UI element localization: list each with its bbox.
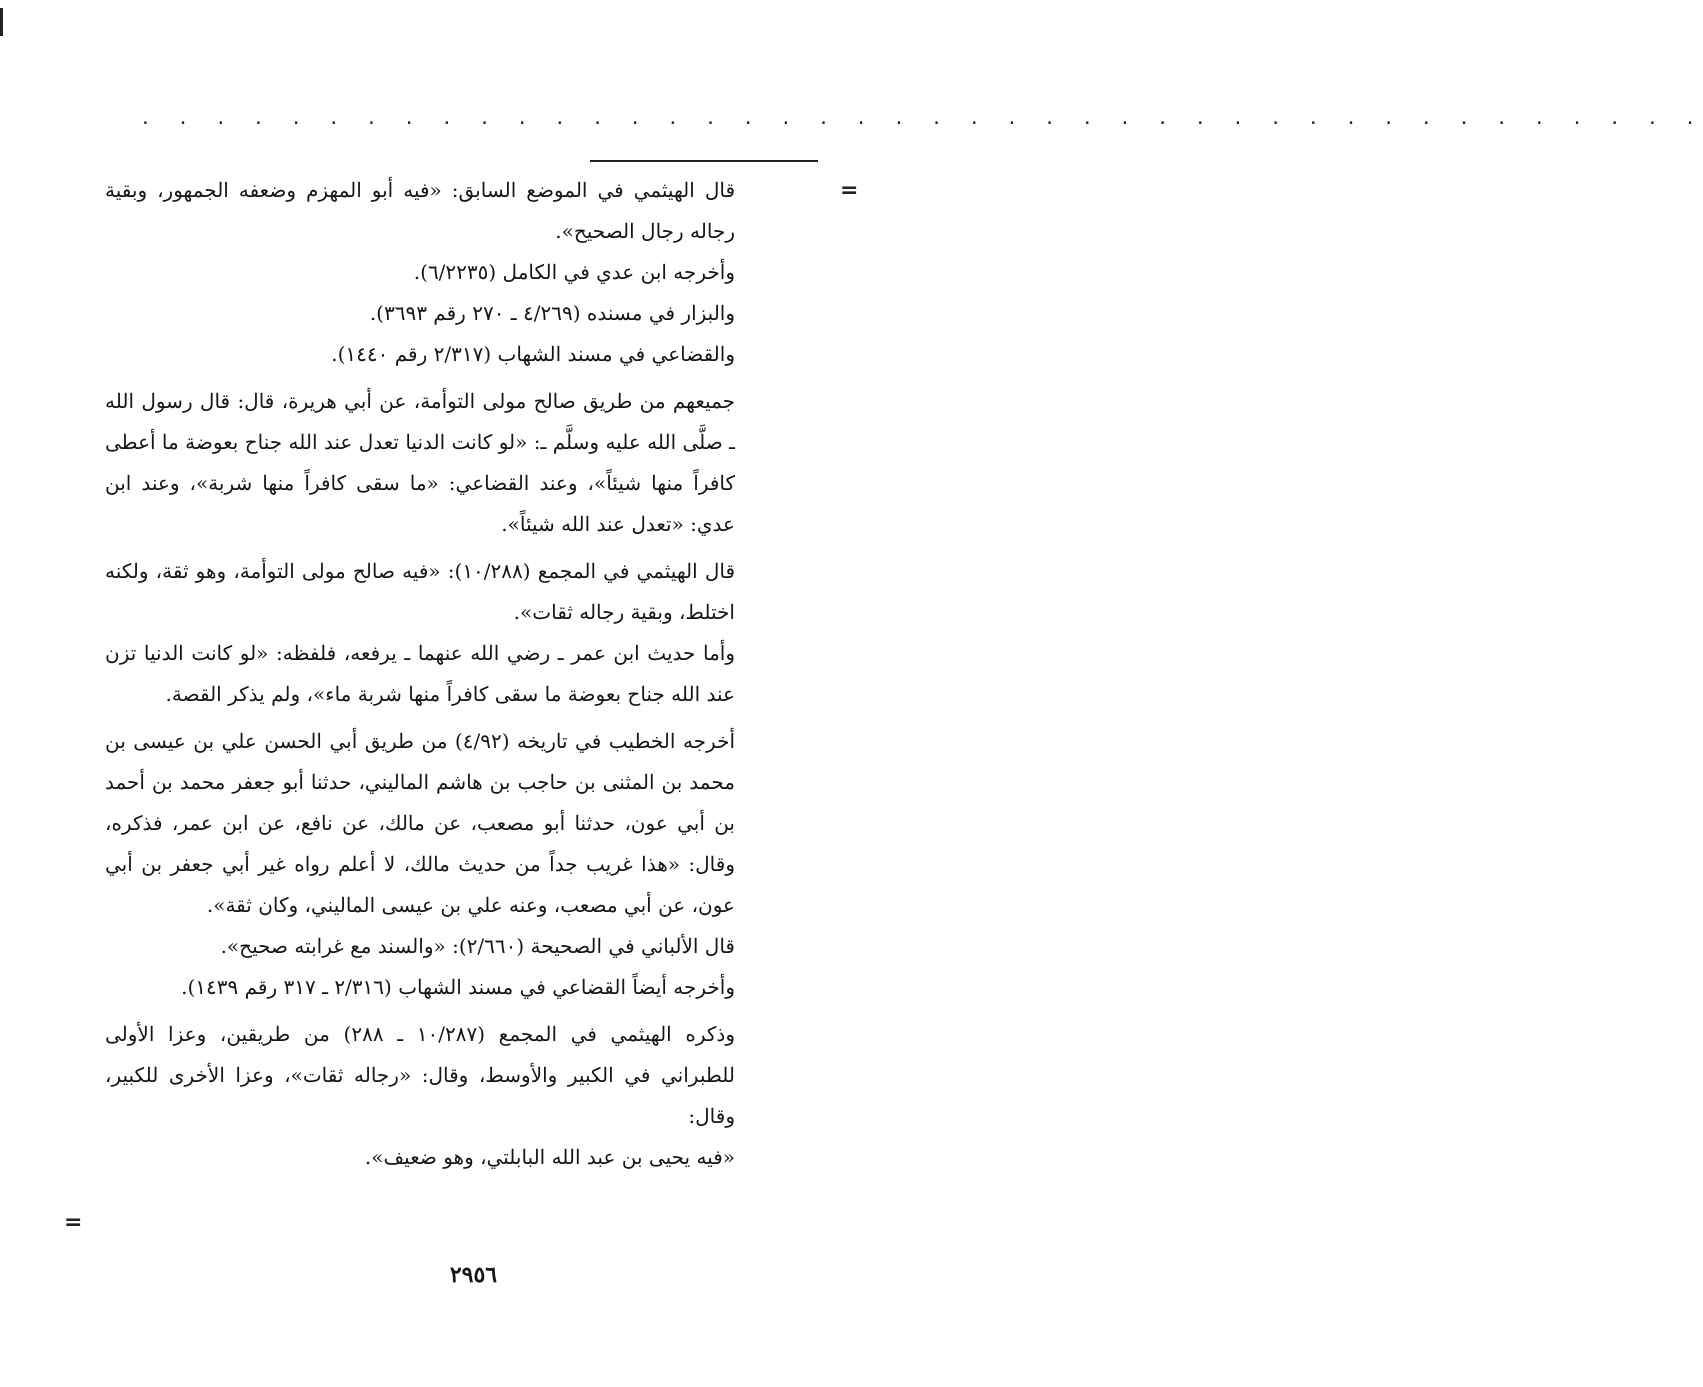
paragraph-qudai: والقضاعي في مسند الشهاب (٢/٣١٧ رقم ١٤٤٠). <box>331 342 735 366</box>
paragraph-all-chains: جميعهم من طريق صالح مولى التوأمة، عن أبي هريرة، قال: قال رسول الله ـ صلَّى الله عليه وسلَّم ـ: «لو كانت الدنيا تعدل عند الله جناح بعوضة ما أعطى كافراً منها شيئاً»، وعند القضاعي: «ما سقى كافراً منها شربة»، وعند ابن عدي: «تعدل عند الله شيئاً». <box>105 389 735 536</box>
continuation-mark-top: = <box>840 178 859 203</box>
page-number: ٢٩٥٦ <box>449 1262 498 1288</box>
paragraph-majma-quote: قال الهيثمي في المجمع (١٠/٢٨٨): «فيه صالح مولى التوأمة، وهو ثقة، ولكنه اختلط، وبقية رجاله ثقات». <box>105 559 736 624</box>
paragraph-ibn-adi: وأخرجه ابن عدي في الكامل (٦/٢٢٣٥). <box>413 260 735 284</box>
paragraph-haythami-two-chains: وذكره الهيثمي في المجمع (١٠/٢٨٧ ـ ٢٨٨) من طريقين، وعزا الأولى للطبراني في الكبير والأوسط، وقال: «رجاله ثقات»، وعزا الأخرى للكبير، وقال: <box>105 1022 735 1128</box>
footnote-rule <box>590 160 818 162</box>
dot-leader: . . . . . . . . . . . . . . . . . . . . . . . . . . . . . . . . . . . . . . . . . . <box>140 108 1703 129</box>
paragraph-babilti: «فيه يحيى بن عبد الله البابلتي، وهو ضعيف». <box>364 1145 735 1169</box>
paragraph-khatib: أخرجه الخطيب في تاريخه (٤/٩٢) من طريق أبي الحسن علي بن عيسى بن محمد بن المثنى بن حاجب بن هاشم الماليني، حدثنا أبو جعفر محمد بن أحمد بن أبي عون، حدثنا أبو مصعب، عن مالك، عن نافع، عن ابن عمر، فذكره، وقال: «هذا غريب جداً من حديث مالك، لا أعلم رواه غير أبي جعفر بن أبي عون، عن أبي مصعب، وعنه علي بن عيسى الماليني، وكان ثقة». <box>105 729 735 917</box>
paragraph-qudai-also: وأخرجه أيضاً القضاعي في مسند الشهاب (٢/٣١٦ ـ ٣١٧ رقم ١٤٣٩). <box>181 975 735 999</box>
paragraph-bazzar: والبزار في مسنده (٤/٢٦٩ ـ ٢٧٠ رقم ٣٦٩٣). <box>369 301 735 325</box>
paragraph-albani: قال الألباني في الصحيحة (٢/٦٦٠): «والسند مع غرابته صحيح». <box>220 934 735 958</box>
footnote-text <box>105 170 735 1178</box>
paragraph-ibn-umar: وأما حديث ابن عمر ـ رضي الله عنهما ـ يرفعه، فلفظه: «لو كانت الدنيا تزن عند الله جناح بعوضة ما سقى كافراً منها شربة ماء»، ولم يذكر القصة. <box>105 641 735 706</box>
continuation-mark-bottom: = <box>64 1210 83 1235</box>
page-edge-mark <box>0 8 3 36</box>
paragraph-haythami-quote: قال الهيثمي في الموضع السابق: «فيه أبو المهزم وضعفه الجمهور، وبقية رجاله رجال الصحيح». <box>105 178 735 243</box>
